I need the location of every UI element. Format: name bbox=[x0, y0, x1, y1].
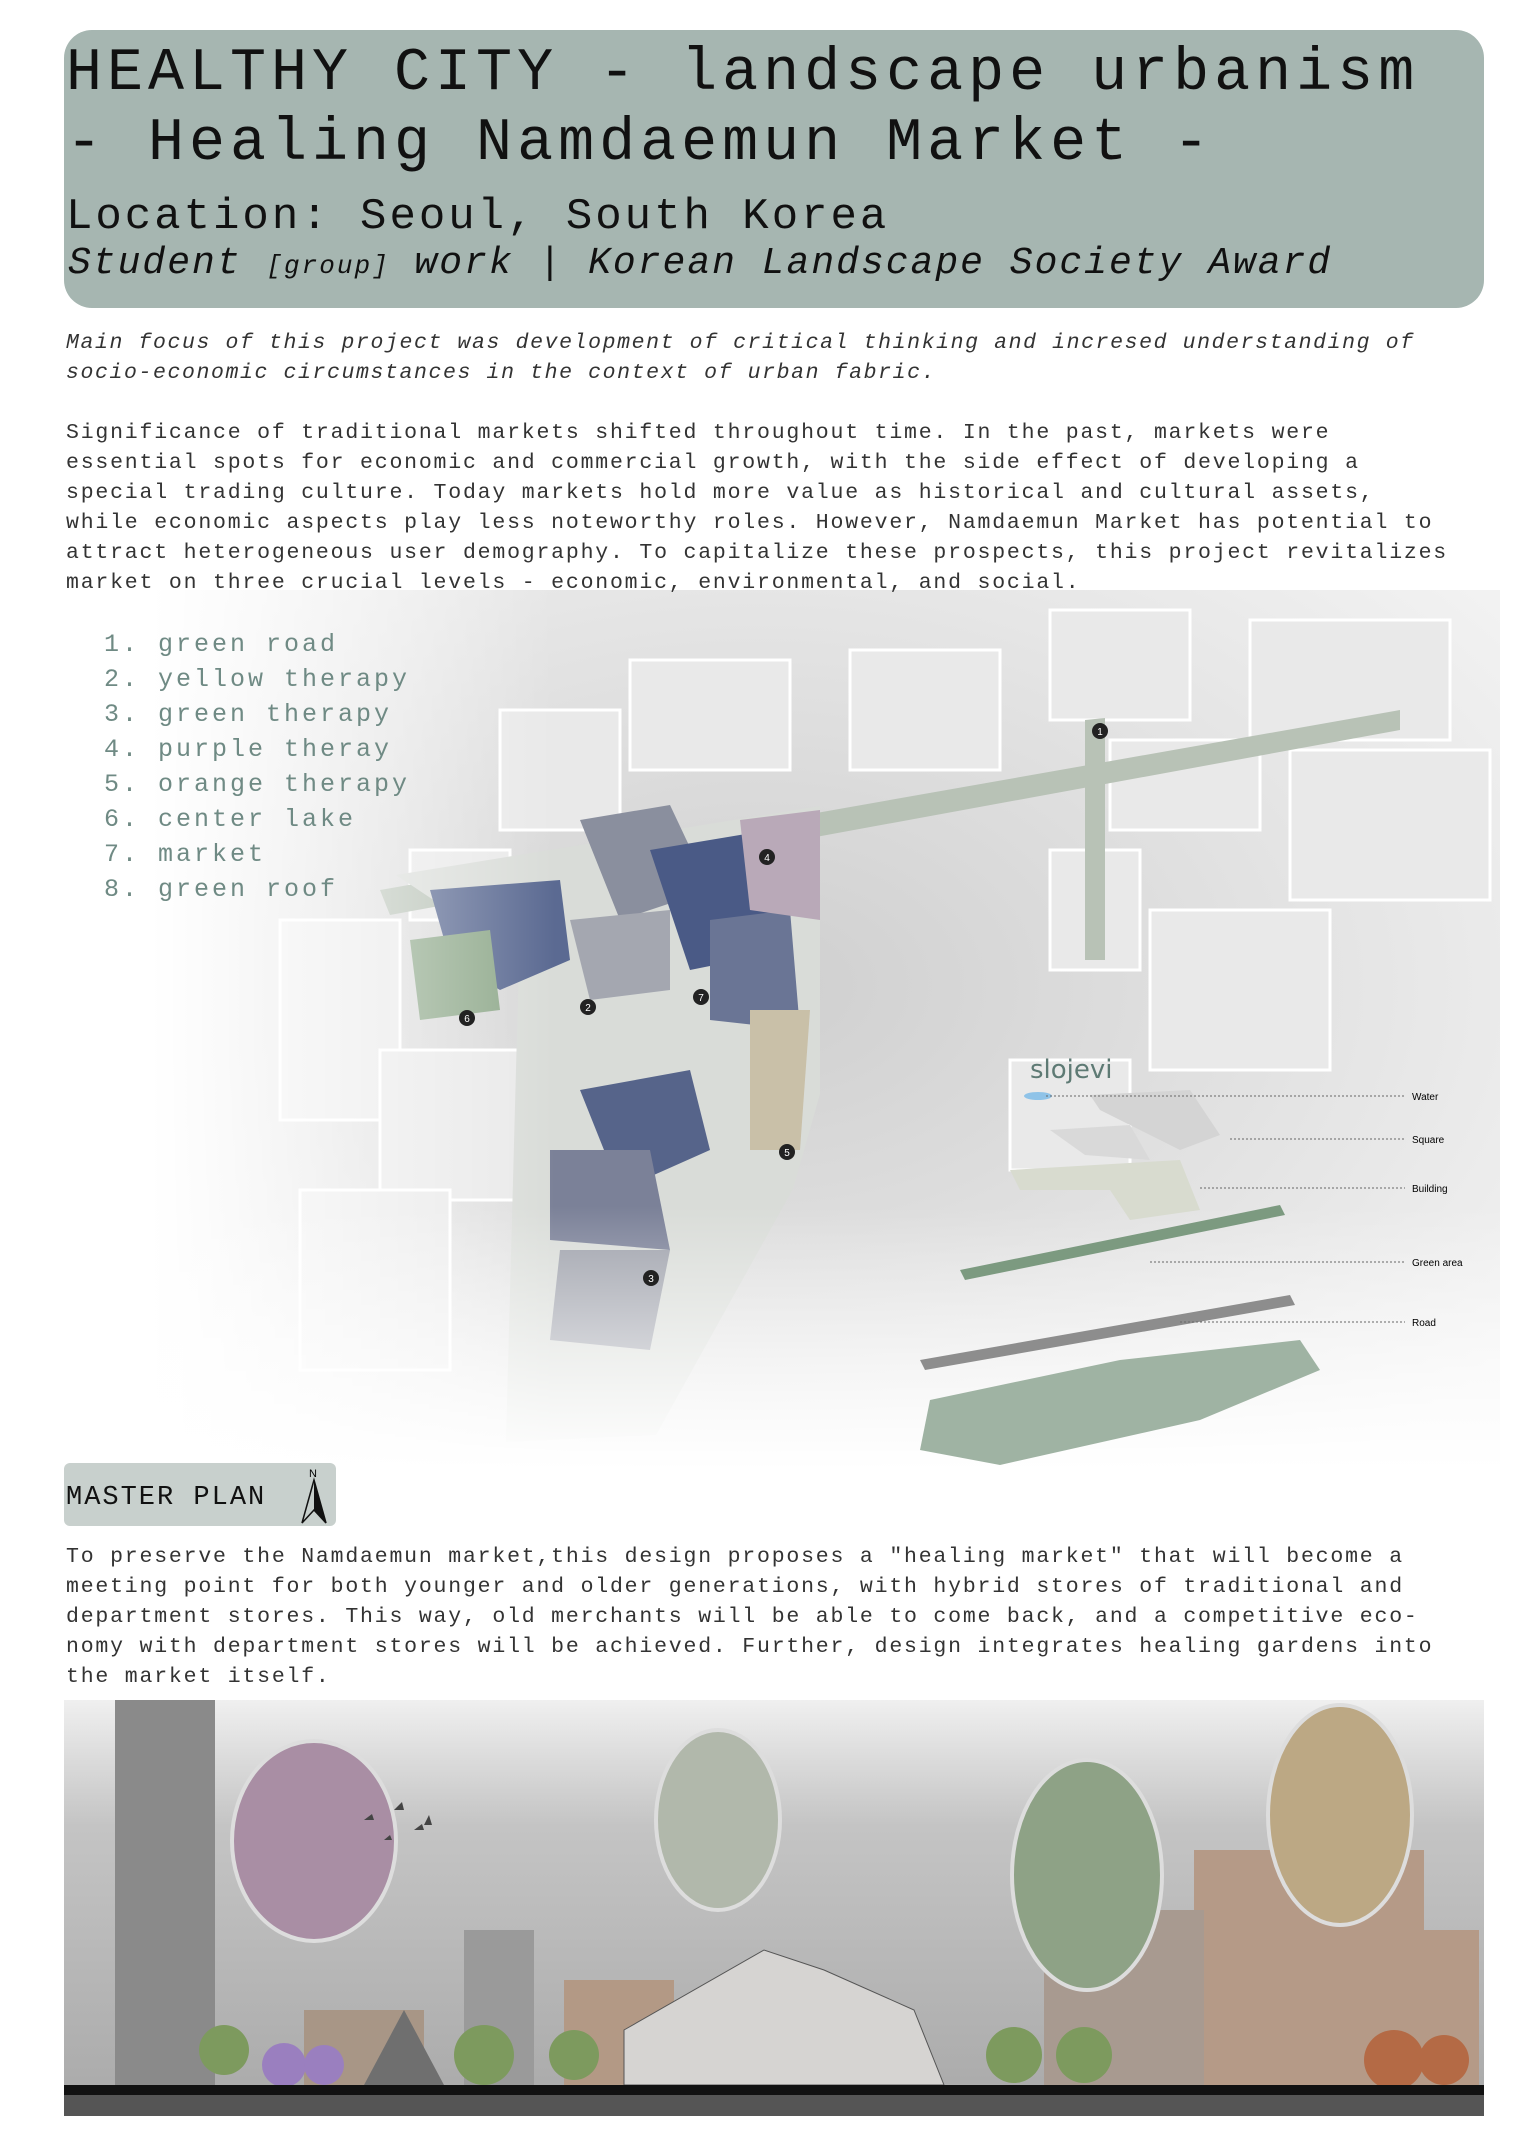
layer-label: Square bbox=[1412, 1135, 1445, 1146]
layers-diagram bbox=[900, 1040, 1500, 1470]
credit-student: Student bbox=[68, 242, 242, 285]
svg-text:1: 1 bbox=[1097, 727, 1103, 738]
legend-item: 1. green road bbox=[104, 630, 339, 659]
location: Location: Seoul, South Korea bbox=[66, 192, 890, 242]
svg-text:6: 6 bbox=[464, 1014, 470, 1025]
map-marker-4 bbox=[759, 849, 775, 865]
intro-text: Main focus of this project was development of critical thinking and incresed understanding of socio-economic circumstances in the context of urban fabric. bbox=[66, 331, 1415, 385]
layer-label: Building bbox=[1412, 1184, 1448, 1195]
north-label: N bbox=[309, 1468, 317, 1480]
legend-item: 6. center lake bbox=[104, 805, 357, 834]
layers-title: slojevi bbox=[1030, 1055, 1113, 1085]
legend-item: 8. green roof bbox=[104, 875, 339, 904]
section-elevation bbox=[64, 1700, 1484, 2116]
credit-group: [group] bbox=[266, 251, 390, 281]
svg-text:5: 5 bbox=[784, 1148, 790, 1159]
map-marker-3 bbox=[643, 1270, 659, 1286]
legend-item: 2. yellow therapy bbox=[104, 665, 411, 694]
map-marker-6 bbox=[459, 1010, 475, 1026]
legend-item: 5. orange therapy bbox=[104, 770, 411, 799]
svg-text:7: 7 bbox=[698, 993, 704, 1004]
map-marker-7 bbox=[693, 989, 709, 1005]
title-line-2: - Healing Namdaemun Market - bbox=[66, 110, 1215, 178]
master-plan-label bbox=[64, 1463, 336, 1526]
svg-text:3: 3 bbox=[648, 1274, 654, 1285]
north-arrow-icon bbox=[296, 1465, 332, 1525]
layer-label: Green area bbox=[1412, 1258, 1463, 1269]
map-marker-2 bbox=[580, 999, 596, 1015]
credit-award: work | Korean Landscape Society Award bbox=[414, 242, 1333, 285]
building-layer bbox=[1010, 1160, 1200, 1220]
map-marker-5 bbox=[779, 1144, 795, 1160]
layer-label: Water bbox=[1412, 1092, 1439, 1103]
tall-tower bbox=[115, 1700, 215, 2085]
design-paragraph: To preserve the Namdaemun market,this design proposes a "healing market" that will become a meeting point for both younger and older generations, with hybrid stores of traditional and department stores. This way, old merchants will be able to come back, and a competitive eco- nomy with department stores will be achieved. Further, design integrates healing gardens into the market itself. bbox=[66, 1545, 1434, 1689]
description-paragraph: Significance of traditional markets shifted throughout time. In the past, markets were essential spots for economic and commercial growth, with the side effect of developing a special trading culture. Today markets hold more value as historical and cultural assets, while economic aspects play less noteworthy roles. However, Namdaemun Market has potential to attract heterogeneous user demography. To capitalize these prospects, this project revitalizes market on three crucial levels - economic, environmental, and social. bbox=[66, 421, 1448, 595]
legend-item: 3. green therapy bbox=[104, 700, 393, 729]
legend-item: 4. purple theray bbox=[104, 735, 393, 764]
layer-label: Road bbox=[1412, 1318, 1436, 1329]
svg-text:4: 4 bbox=[764, 853, 770, 864]
credit-line bbox=[68, 242, 1332, 285]
title-line-1: HEALTHY CITY - landscape urbanism bbox=[66, 40, 1420, 108]
map-marker-1 bbox=[1092, 723, 1108, 739]
legend-item: 7. market bbox=[104, 840, 267, 869]
svg-text:2: 2 bbox=[585, 1003, 591, 1014]
legend-list bbox=[104, 630, 410, 910]
green-area-layer bbox=[960, 1205, 1285, 1280]
master-plan-title: MASTER PLAN bbox=[66, 1483, 267, 1513]
